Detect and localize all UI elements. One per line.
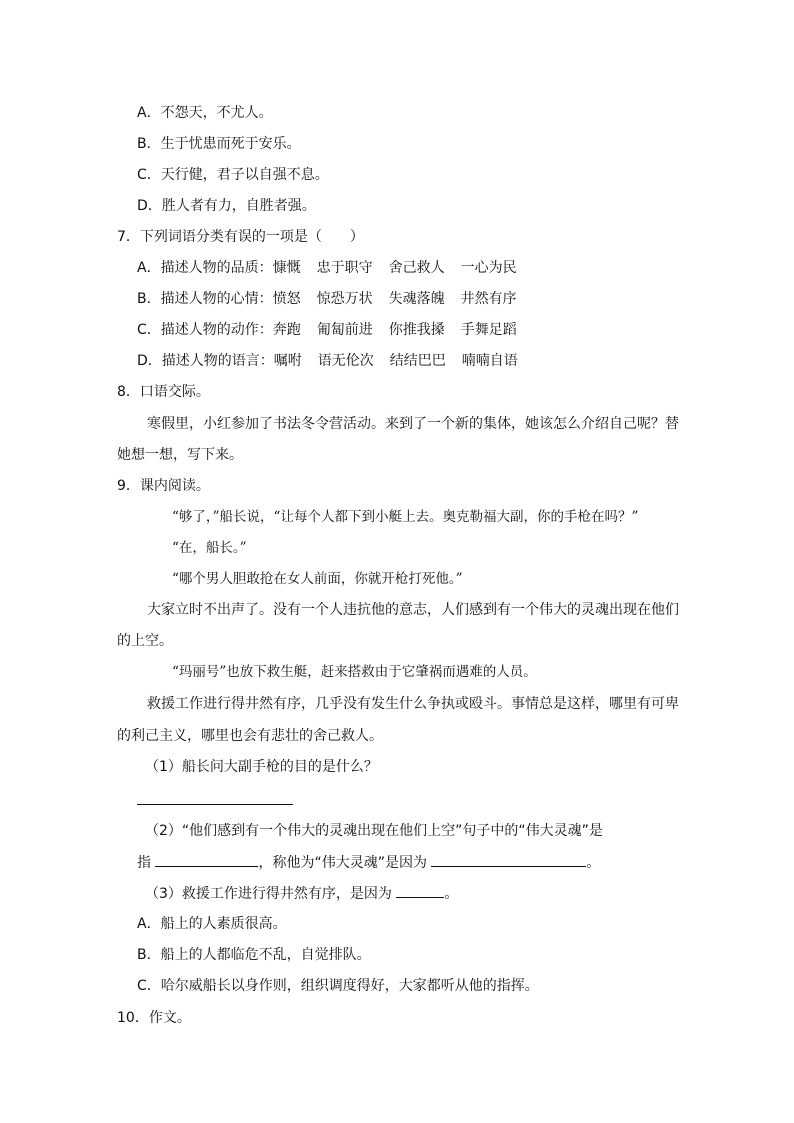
q7-option-b-word: 惊恐万状 bbox=[316, 291, 373, 307]
q10-stem: 10．作文。 bbox=[117, 1010, 191, 1026]
q9-sub3-option-a: A．船上的人素质很高。 bbox=[137, 916, 287, 932]
q9-sub2-text: 。 bbox=[586, 855, 601, 871]
q7-option-c-word: 你推我搡 bbox=[388, 322, 445, 338]
q7-option-d-word: 语无伦次 bbox=[317, 353, 374, 369]
q9-sub3-text: （3）救援工作进行得井然有序，是因为 bbox=[145, 886, 397, 902]
q9-sub2-line2 bbox=[137, 852, 600, 873]
q7-option-a-word: 一心为民 bbox=[460, 260, 517, 276]
q7-option-a-word: 舍己救人 bbox=[388, 260, 445, 276]
q6-option-a: A．不怨天，不尤人。 bbox=[137, 105, 273, 121]
q9-sub1: （1）船长问大副手枪的目的是什么？ bbox=[145, 759, 378, 775]
q9-sub1-answer-line[interactable] bbox=[137, 804, 293, 805]
q7-option-d bbox=[137, 351, 518, 371]
q7-option-b bbox=[137, 289, 517, 309]
q7-option-c-word: 手舞足蹈 bbox=[460, 322, 517, 338]
q7-option-c bbox=[137, 320, 517, 340]
q9-sub3-option-b: B．船上的人都临危不乱，自觉排队。 bbox=[137, 947, 371, 963]
q9-sub2-text: ，称他为“伟大灵魂”是因为 bbox=[258, 855, 432, 871]
q7-option-c-word: 匍匐前进 bbox=[316, 322, 373, 338]
q9-sub3 bbox=[145, 883, 458, 904]
q7-option-b-word: 愤怒 bbox=[272, 291, 301, 307]
q8-paragraph-line: 寒假里，小红参加了书法冬令营活动。来到了一个新的集体，她该怎么介绍自己呢？替 bbox=[147, 416, 679, 432]
q7-option-b-word: 失魂落魄 bbox=[388, 291, 445, 307]
q7-option-a-word: 慷慨 bbox=[272, 260, 301, 276]
q9-paragraph-line: 救援工作进行得井然有序，几乎没有发生什么争执或殴斗。事情总是这样，哪里有可卑 bbox=[147, 696, 679, 712]
q7-option-c-word: 奔跑 bbox=[272, 322, 301, 338]
q9-stem: 9．课内阅读。 bbox=[117, 478, 210, 494]
q6-option-b: B．生于忧患而死于安乐。 bbox=[137, 136, 301, 152]
q6-option-c: C．天行健，君子以自强不息。 bbox=[137, 167, 329, 183]
q9-paragraph-line: 的上空。 bbox=[117, 633, 173, 649]
q7-option-b-word: 井然有序 bbox=[460, 291, 517, 307]
q7-option-d-word: 喃喃自语 bbox=[461, 353, 518, 369]
q9-sub3-option-c: C．哈尔威船长以身作则，组织调度得好，大家都听从他的指挥。 bbox=[137, 978, 539, 994]
q7-option-d-prefix: D．描述人物的语言： bbox=[137, 353, 274, 369]
q7-option-a bbox=[137, 258, 517, 278]
q7-option-b-prefix: B．描述人物的心情： bbox=[137, 291, 273, 307]
q7-option-a-prefix: A．描述人物的品质： bbox=[137, 260, 273, 276]
q7-option-d-word: 嘱咐 bbox=[273, 353, 302, 369]
q9-sub2-blank-1[interactable] bbox=[155, 852, 258, 867]
q7-stem: 7．下列词语分类有误的一项是（ ） bbox=[117, 229, 364, 245]
q7-option-c-prefix: C．描述人物的动作： bbox=[137, 322, 273, 338]
q9-sub2-line1: （2）“他们感到有一个伟大的灵魂出现在他们上空”句子中的“伟大灵魂”是 bbox=[145, 823, 603, 839]
q9-sub2-blank-2[interactable] bbox=[431, 852, 586, 867]
q9-sub2-text: 指 bbox=[137, 855, 156, 871]
q9-quote: “在，船长。” bbox=[172, 540, 247, 556]
q9-quote: “玛丽号”也放下救生艇，赶来搭救由于它肇祸而遇难的人员。 bbox=[172, 664, 537, 680]
q9-sub3-text: 。 bbox=[444, 886, 459, 902]
q9-quote: “哪个男人胆敢抢在女人前面，你就开枪打死他。” bbox=[172, 571, 463, 587]
q8-stem: 8．口语交际。 bbox=[117, 384, 210, 400]
q9-quote: “够了，”船长说，“让每个人都下到小艇上去。奥克勒福大副，你的手枪在吗？” bbox=[172, 509, 639, 525]
q6-option-d: D．胜人者有力，自胜者强。 bbox=[137, 198, 316, 214]
q9-sub3-blank[interactable] bbox=[396, 883, 444, 898]
q8-paragraph-line: 她想一想，写下来。 bbox=[117, 447, 243, 463]
q9-paragraph-line: 的利己主义，哪里也会有悲壮的舍己救人。 bbox=[117, 728, 383, 744]
q9-paragraph-line: 大家立时不出声了。没有一个人违抗他的意志，人们感到有一个伟大的灵魂出现在他们 bbox=[147, 602, 679, 618]
q7-option-a-word: 忠于职守 bbox=[316, 260, 373, 276]
q7-option-d-word: 结结巴巴 bbox=[389, 353, 446, 369]
